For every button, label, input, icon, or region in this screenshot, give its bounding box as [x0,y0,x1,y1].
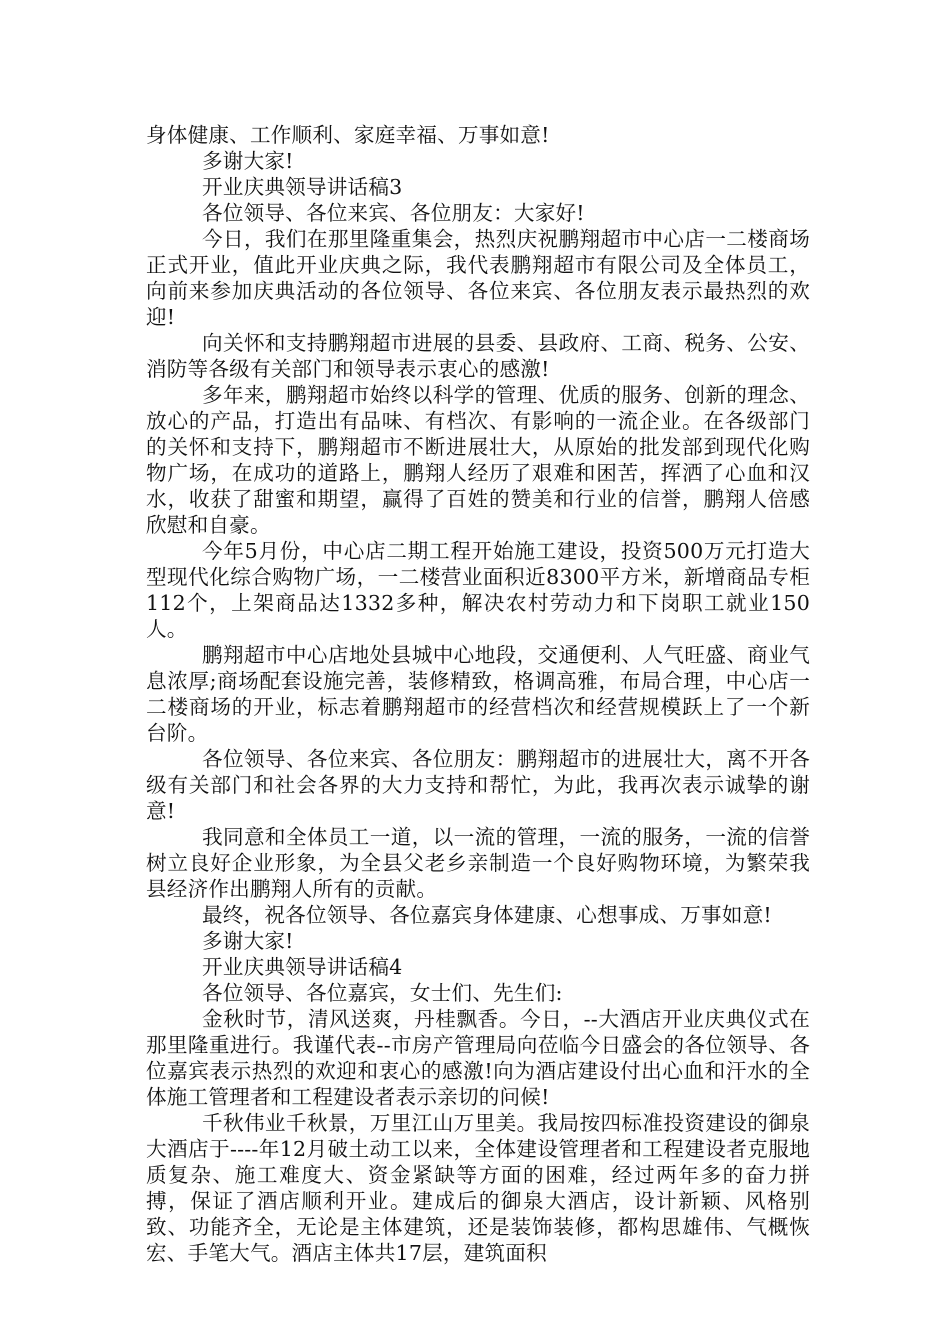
paragraph-5: 今日，我们在那里隆重集会，热烈庆祝鹏翔超市中心店一二楼商场正式开业，值此开业庆典之际，我代表鹏翔超市有限公司及全体员工，向前来参加庆典活动的各位领导、各位来宾、各位朋友表示最热烈的欢迎! [146,227,810,329]
paragraph-9: 鹏翔超市中心店地处县城中心地段，交通便利、人气旺盛、商业气息浓厚;商场配套设施完善，装修精致，格调高雅，布局合理，中心店一二楼商场的开业，标志着鹏翔超市的经营档次和经营规模跃上了一个新台阶。 [146,643,810,745]
section-heading-3: 开业庆典领导讲话稿3 [202,175,403,199]
paragraph-8: 今年5月份，中心店二期工程开始施工建设，投资500万元打造大型现代化综合购物广场，一二楼营业面积近8300平方米，新增商品专柜112个，上架商品达1332多种，解决农村劳动力和下岗职工就业150人。 [146,539,810,641]
paragraph-17: 千秋伟业千秋景，万里江山万里美。我局按四标准投资建设的御泉大酒店于----年12月破土动工以来，全体建设管理者和工程建设者克服地质复杂、施工难度大、资金紧缺等方面的困难，经过两年多的奋力拼搏，保证了酒店顺利开业。建成后的御泉大酒店，设计新颖、风格别致、功能齐全，无论是主体建筑，还是装饰装修，都构思雄伟、气概恢宏、手笔大气。酒店主体共17层，建筑面积 [146,1111,810,1265]
paragraph-1: 身体健康、工作顺利、家庭幸福、万事如意! [146,123,550,147]
paragraph-7: 多年来，鹏翔超市始终以科学的管理、优质的服务、创新的理念、放心的产品，打造出有品味、有档次、有影响的一流企业。在各级部门的关怀和支持下，鹏翔超市不断进展壮大，从原始的批发部到现代化购物广场，在成功的道路上，鹏翔人经历了艰难和困苦，挥洒了心血和汉水，收获了甜蜜和期望，赢得了百姓的赞美和行业的信誉，鹏翔人倍感欣慰和自豪。 [146,383,810,537]
paragraph-10: 各位领导、各位来宾、各位朋友：鹏翔超市的进展壮大，离不开各级有关部门和社会各界的大力支持和帮忙，为此，我再次表示诚挚的谢意! [146,747,810,823]
paragraph-6: 向关怀和支持鹏翔超市进展的县委、县政府、工商、税务、公安、消防等各级有关部门和领导表示衷心的感激! [146,331,810,381]
salutation-4: 各位领导、各位嘉宾，女士们、先生们: [202,981,563,1005]
paragraph-12: 最终，祝各位领导、各位嘉宾身体建康、心想事成、万事如意! [202,903,772,927]
paragraph-11: 我同意和全体员工一道，以一流的管理，一流的服务，一流的信誉树立良好企业形象，为全县父老乡亲制造一个良好购物环境，为繁荣我县经济作出鹏翔人所有的贡献。 [146,825,810,901]
paragraph-13: 多谢大家! [202,929,294,953]
document-page [146,122,810,1266]
section-heading-4: 开业庆典领导讲话稿4 [202,955,403,979]
salutation-3: 各位领导、各位来宾、各位朋友：大家好! [202,201,585,225]
paragraph-16: 金秋时节，清风送爽，丹桂飘香。今日，--大酒店开业庆典仪式在那里隆重进行。我谨代表--市房产管理局向莅临今日盛会的各位领导、各位嘉宾表示热烈的欢迎和衷心的感激!向为酒店建设付出心血和汗水的全体施工管理者和工程建设者表示亲切的问候! [146,1007,810,1109]
paragraph-2: 多谢大家! [202,149,294,173]
